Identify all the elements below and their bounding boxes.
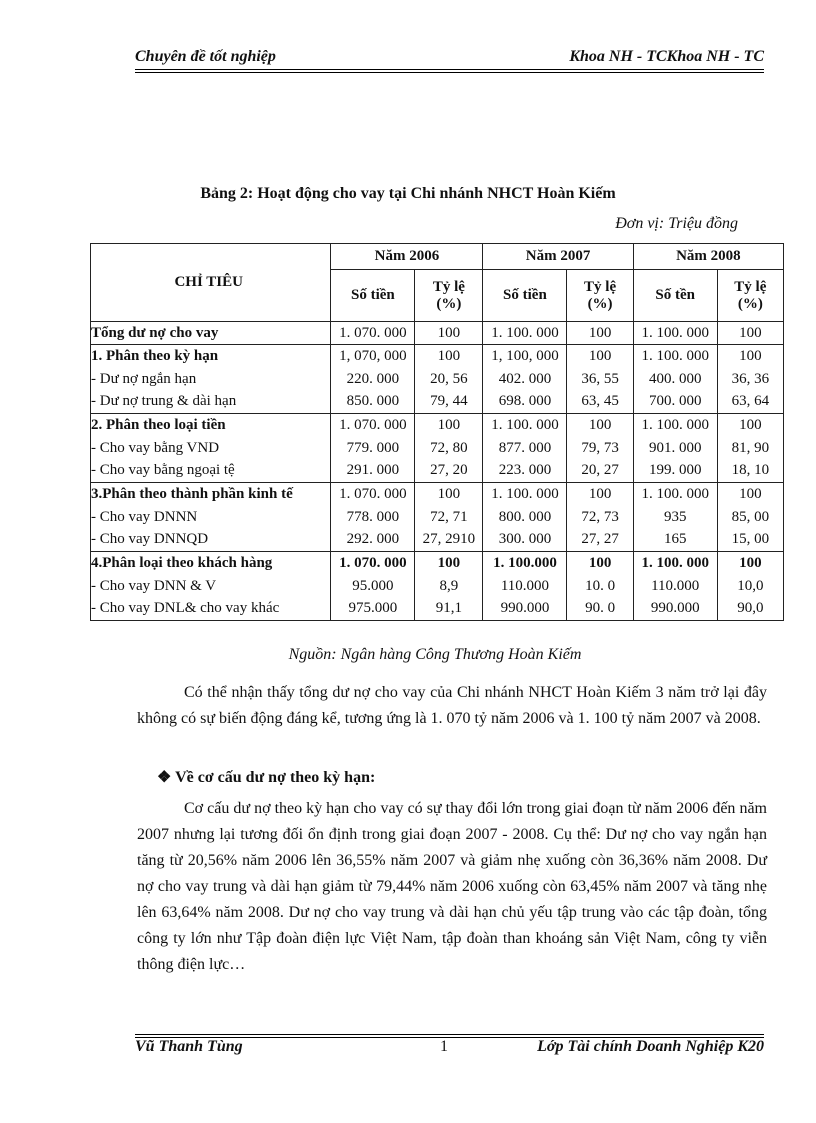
percent-cell: 36, 36 (717, 368, 783, 391)
row-label: - Cho vay bằng VND (91, 437, 331, 460)
percent-cell: 20, 56 (415, 368, 483, 391)
percent-cell: 100 (415, 345, 483, 368)
percent-cell: 27, 20 (415, 460, 483, 483)
amount-cell: 1. 100. 000 (483, 483, 567, 506)
percent-cell: 72, 71 (415, 506, 483, 529)
percent-cell: 100 (415, 552, 483, 575)
percent-cell: 27, 27 (567, 529, 633, 552)
amount-cell: 1. 100.000 (483, 552, 567, 575)
row-label: 3.Phân theo thành phần kinh tế (91, 483, 331, 506)
amount-header: Số tiền (331, 270, 415, 322)
percent-cell: 36, 55 (567, 368, 633, 391)
percent-cell: 72, 73 (567, 506, 633, 529)
section-bullet (157, 767, 375, 787)
amount-cell: 990.000 (633, 598, 717, 621)
percent-cell: 27, 2910 (415, 529, 483, 552)
amount-cell: 850. 000 (331, 391, 415, 414)
percent-cell: 15, 00 (717, 529, 783, 552)
amount-cell: 901. 000 (633, 437, 717, 460)
percent-cell: 90. 0 (567, 598, 633, 621)
table-row (91, 552, 784, 575)
amount-cell: 1. 100. 000 (633, 345, 717, 368)
year-header: Năm 2007 (483, 244, 633, 270)
table-row (91, 483, 784, 506)
page-number: 1 (440, 1038, 448, 1055)
percent-cell: 100 (717, 345, 783, 368)
amount-cell: 1. 100. 000 (483, 414, 567, 437)
amount-cell: 935 (633, 506, 717, 529)
amount-cell: 800. 000 (483, 506, 567, 529)
amount-cell: 300. 000 (483, 529, 567, 552)
amount-cell: 698. 000 (483, 391, 567, 414)
table-row (91, 460, 784, 483)
percent-cell: 100 (717, 414, 783, 437)
row-label: Tổng dư nợ cho vay (91, 322, 331, 345)
percent-cell: 100 (717, 322, 783, 345)
amount-cell: 199. 000 (633, 460, 717, 483)
percent-cell: 100 (717, 552, 783, 575)
amount-header: Số tền (633, 270, 717, 322)
row-label: - Dư nợ trung & dài hạn (91, 391, 331, 414)
percent-cell: 91,1 (415, 598, 483, 621)
amount-cell: 1. 100. 000 (633, 414, 717, 437)
footer-class: Lớp Tài chính Doanh Nghiệp K20 (537, 1038, 764, 1055)
percent-cell: 81, 90 (717, 437, 783, 460)
percent-cell: 100 (717, 483, 783, 506)
percent-cell: 79, 44 (415, 391, 483, 414)
percent-cell: 20, 27 (567, 460, 633, 483)
table-row (91, 322, 784, 345)
amount-cell: 110.000 (483, 575, 567, 598)
row-label: - Cho vay bằng ngoại tệ (91, 460, 331, 483)
percent-cell: 10,0 (717, 575, 783, 598)
amount-cell: 778. 000 (331, 506, 415, 529)
row-label: 2. Phân theo loại tiền (91, 414, 331, 437)
amount-cell: 110.000 (633, 575, 717, 598)
amount-cell: 779. 000 (331, 437, 415, 460)
percent-cell: 8,9 (415, 575, 483, 598)
table-row (91, 345, 784, 368)
percent-cell: 63, 64 (717, 391, 783, 414)
table-row (91, 598, 784, 621)
amount-cell: 292. 000 (331, 529, 415, 552)
table-row (91, 414, 784, 437)
percent-cell: 90,0 (717, 598, 783, 621)
percent-cell: 85, 00 (717, 506, 783, 529)
year-header: Năm 2006 (331, 244, 483, 270)
percent-header: Tỷ lệ (%) (415, 270, 483, 322)
amount-cell: 990.000 (483, 598, 567, 621)
amount-cell: 220. 000 (331, 368, 415, 391)
row-label: 1. Phân theo kỳ hạn (91, 345, 331, 368)
footer-author: Vũ Thanh Tùng (135, 1038, 243, 1055)
amount-cell: 1. 100. 000 (633, 483, 717, 506)
amount-cell: 95.000 (331, 575, 415, 598)
row-label: - Cho vay DNNQD (91, 529, 331, 552)
amount-cell: 1. 070. 000 (331, 322, 415, 345)
amount-cell: 1. 100. 000 (633, 322, 717, 345)
amount-cell: 1. 100. 000 (483, 322, 567, 345)
paragraph-1: Có thể nhận thấy tổng dư nợ cho vay của Chi nhánh NHCT Hoàn Kiếm 3 năm trở lại đây không có sự biến động đáng kể, tương ứng là 1. 070 tỷ năm 2006 và 1. 100 tỷ năm 2007 và 2008. (137, 684, 767, 727)
unit-label: Đơn vị: Triệu đồng (615, 215, 738, 232)
row-label: - Cho vay DNN & V (91, 575, 331, 598)
table-row (91, 368, 784, 391)
year-header: Năm 2008 (633, 244, 783, 270)
row-label: - Cho vay DNNN (91, 506, 331, 529)
table-row (91, 391, 784, 414)
row-label: - Cho vay DNL& cho vay khác (91, 598, 331, 621)
amount-cell: 975.000 (331, 598, 415, 621)
amount-cell: 223. 000 (483, 460, 567, 483)
header-left: Chuyên đề tốt nghiệp (135, 48, 276, 65)
header-right: Khoa NH - TCKhoa NH - TC (569, 48, 764, 65)
amount-cell: 1. 070. 000 (331, 414, 415, 437)
percent-cell: 100 (567, 552, 633, 575)
table-row (91, 575, 784, 598)
percent-cell: 72, 80 (415, 437, 483, 460)
percent-cell: 100 (415, 414, 483, 437)
diamond-bullet-icon: ❖ (157, 769, 172, 786)
amount-cell: 1. 070. 000 (331, 552, 415, 575)
amount-cell: 1. 100. 000 (633, 552, 717, 575)
table-title: Bảng 2: Hoạt động cho vay tại Chi nhánh NHCT Hoàn Kiếm (200, 185, 616, 202)
percent-header: Tỷ lệ (%) (717, 270, 783, 322)
amount-cell: 877. 000 (483, 437, 567, 460)
percent-cell: 100 (567, 483, 633, 506)
col-header: CHỈ TIÊU (91, 244, 331, 322)
amount-cell: 700. 000 (633, 391, 717, 414)
amount-cell: 165 (633, 529, 717, 552)
header-rule (135, 69, 764, 73)
amount-cell: 400. 000 (633, 368, 717, 391)
paragraph-2: Cơ cấu dư nợ theo kỳ hạn cho vay có sự thay đổi lớn trong giai đoạn từ năm 2006 đến năm 2007 nhưng lại tương đối ổn định trong giai đoạn 2007 - 2008. Cụ thể: Dư nợ cho vay ngắn hạn tăng từ 20,56% năm 2006 lên 36,55% năm 2007 và giảm nhẹ xuống còn 36,36% năm 2008. Dư nợ cho vay trung và dài hạn giảm từ 79,44% năm 2006 xuống còn 63,45% năm 2007 và tăng nhẹ lên 63,64% năm 2008. Dư nợ cho vay trung và dài hạn chủ yếu tập trung vào các tập đoàn, tổng công ty lớn như Tập đoàn điện lực Việt Nam, tập đoàn than khoáng sản Việt Nam, công ty viễn thông điện lực… (137, 800, 767, 973)
percent-cell: 63, 45 (567, 391, 633, 414)
page-header (135, 46, 764, 70)
bullet-text: Về cơ cấu dư nợ theo kỳ hạn: (175, 769, 376, 786)
amount-cell: 1, 070, 000 (331, 345, 415, 368)
amount-header: Số tiền (483, 270, 567, 322)
percent-cell: 100 (567, 322, 633, 345)
amount-cell: 402. 000 (483, 368, 567, 391)
row-label: 4.Phân loại theo khách hàng (91, 552, 331, 575)
percent-cell: 10. 0 (567, 575, 633, 598)
percent-header: Tỷ lệ (%) (567, 270, 633, 322)
percent-cell: 79, 73 (567, 437, 633, 460)
percent-cell: 100 (567, 414, 633, 437)
percent-cell: 18, 10 (717, 460, 783, 483)
percent-cell: 100 (567, 345, 633, 368)
amount-cell: 1, 100, 000 (483, 345, 567, 368)
table-row (91, 437, 784, 460)
table-row (91, 506, 784, 529)
table-row (91, 529, 784, 552)
amount-cell: 291. 000 (331, 460, 415, 483)
percent-cell: 100 (415, 483, 483, 506)
amount-cell: 1. 070. 000 (331, 483, 415, 506)
loan-table (90, 243, 784, 621)
source-note: Nguồn: Ngân hàng Công Thương Hoàn Kiếm (288, 646, 582, 663)
percent-cell: 100 (415, 322, 483, 345)
row-label: - Dư nợ ngắn hạn (91, 368, 331, 391)
